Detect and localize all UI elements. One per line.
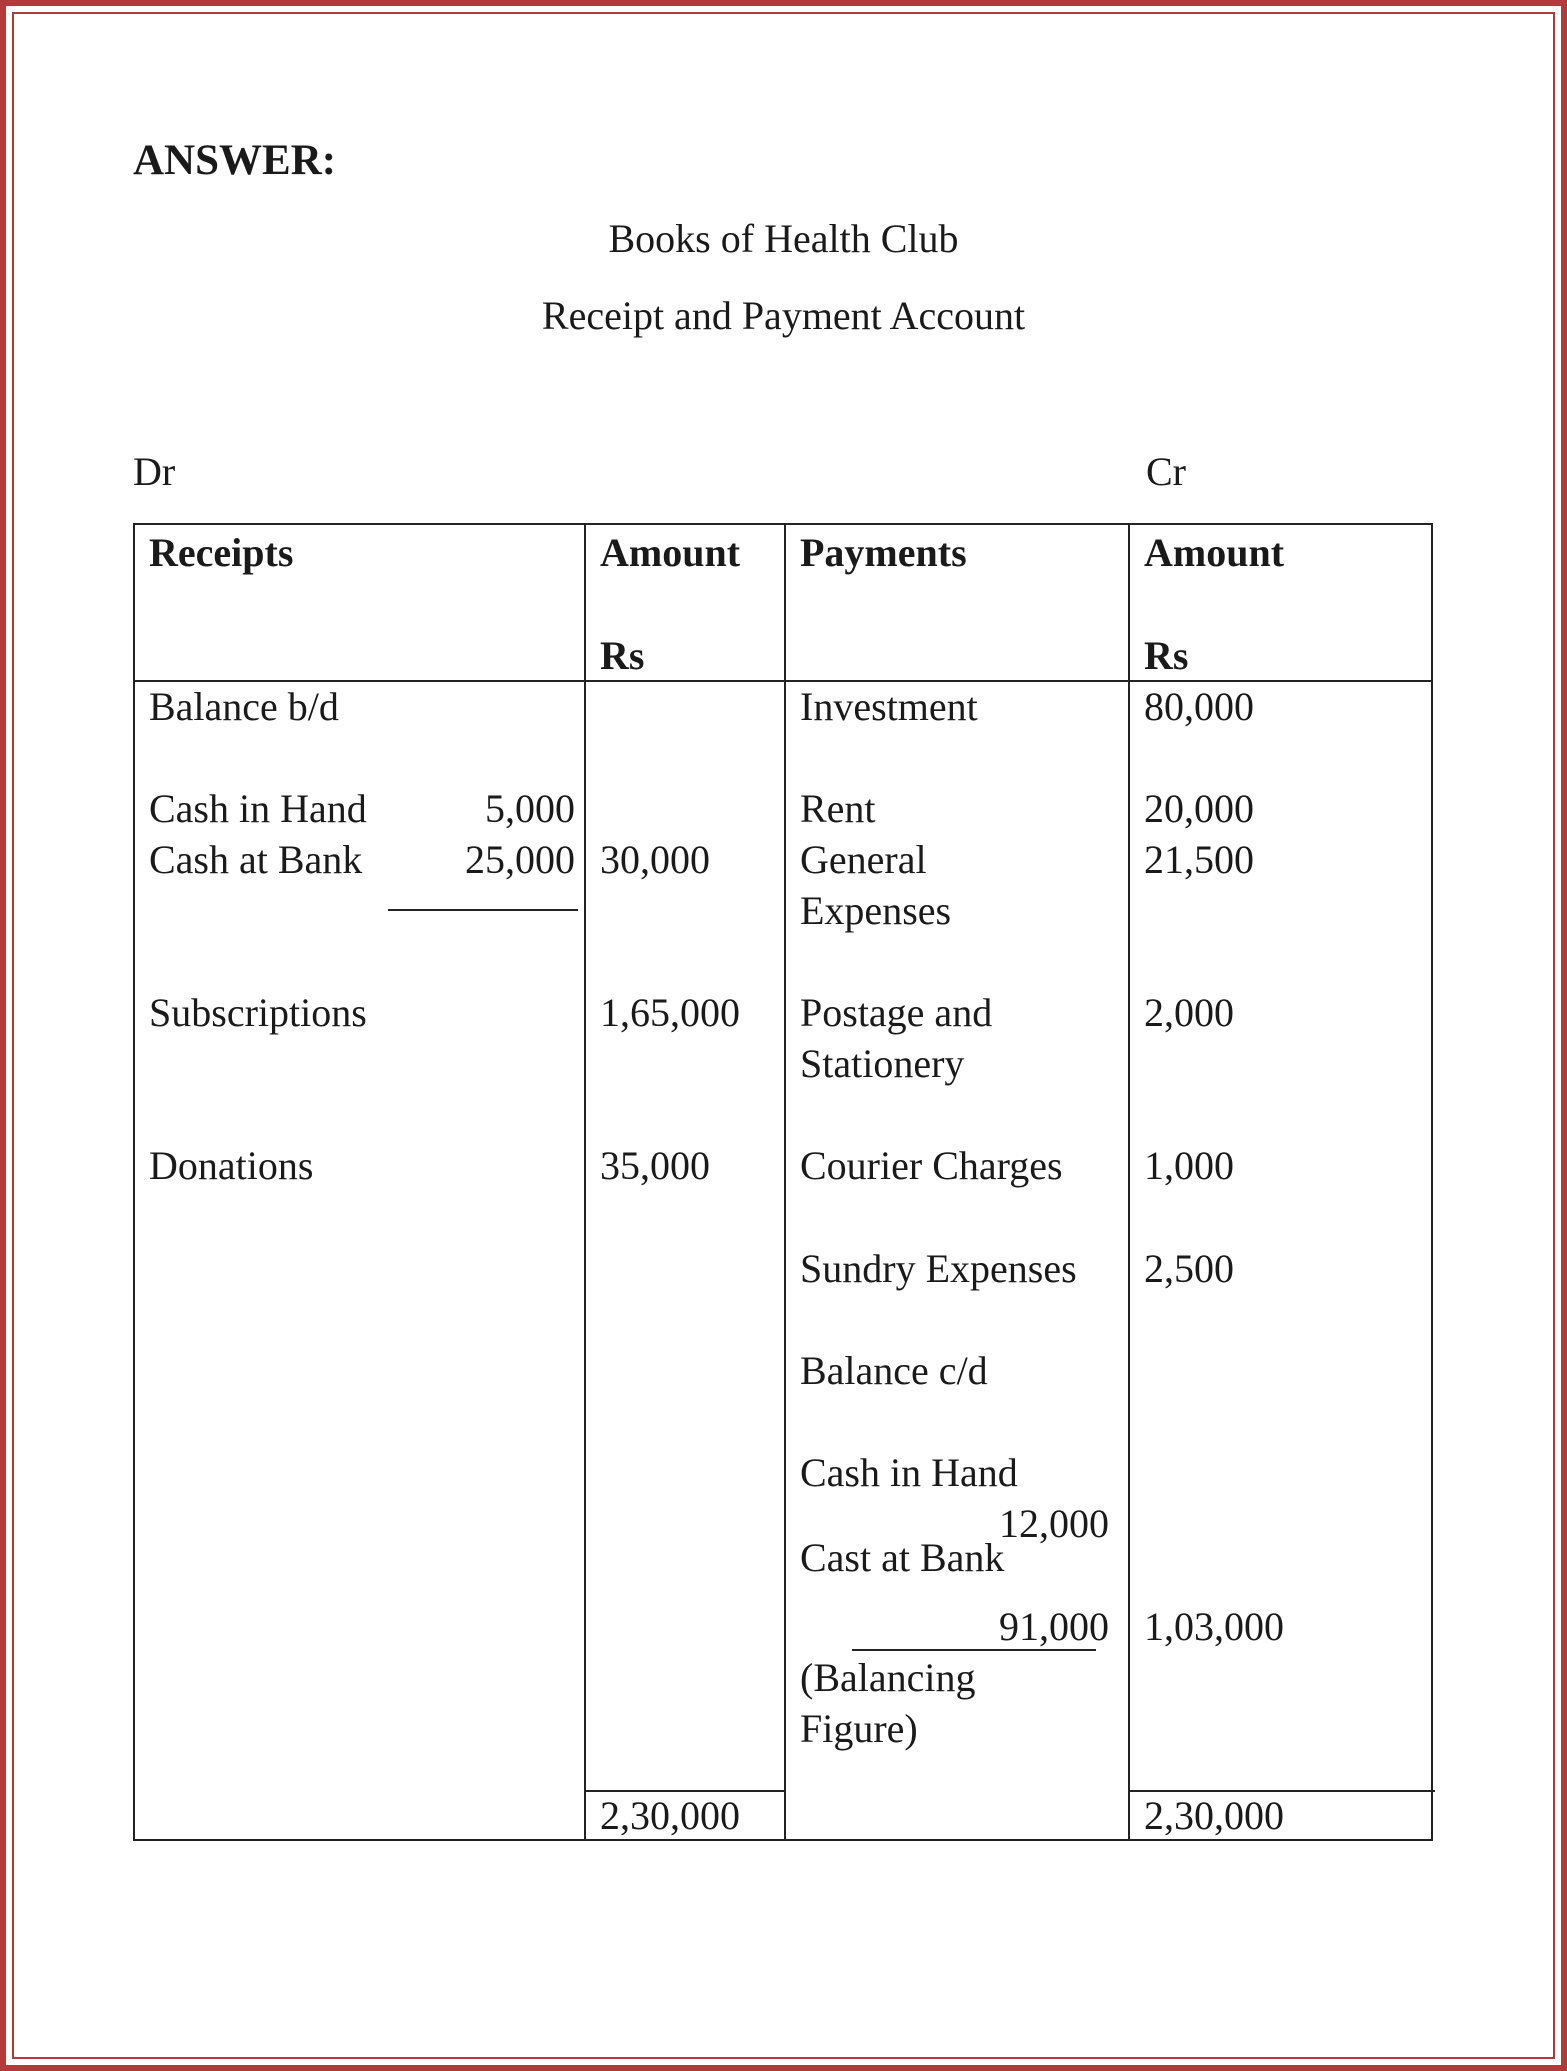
header-receipts: Receipts <box>149 530 294 575</box>
payment-postage-line2: Stationery <box>800 1041 965 1086</box>
receipt-grand-total: 2,30,000 <box>600 1793 740 1838</box>
payment-rent-value: 20,000 <box>1144 786 1254 831</box>
col-divider-2 <box>784 525 786 1839</box>
receipt-subscriptions-value: 1,65,000 <box>600 990 740 1035</box>
payment-sundry-value: 2,500 <box>1144 1246 1234 1291</box>
payment-courier-label: Courier Charges <box>800 1143 1063 1188</box>
header-currency-2: Rs <box>1144 633 1189 678</box>
receipt-cash-in-hand-value: 5,000 <box>485 786 575 831</box>
payment-postage-line1: Postage and <box>800 990 993 1035</box>
payment-investment-label: Investment <box>800 684 978 729</box>
payment-subtotal-underline <box>852 1649 1096 1651</box>
payment-closing-total: 1,03,000 <box>1144 1604 1284 1649</box>
receipt-cash-at-bank-value: 25,000 <box>465 837 575 882</box>
payment-cash-at-bank-value: 91,000 <box>999 1604 1109 1649</box>
receipt-donations-value: 35,000 <box>600 1143 710 1188</box>
header-amount-2: Amount <box>1144 530 1285 575</box>
payment-postage-value: 2,000 <box>1144 990 1234 1035</box>
payment-courier-value: 1,000 <box>1144 1143 1234 1188</box>
payment-cash-in-hand-label: Cash in Hand <box>800 1450 1018 1495</box>
receipt-opening-total: 30,000 <box>600 837 710 882</box>
receipt-cash-in-hand-label: Cash in Hand <box>149 786 367 831</box>
payment-grand-total: 2,30,000 <box>1144 1793 1284 1838</box>
receipt-cash-at-bank-label: Cash at Bank <box>149 837 363 882</box>
title-books-of: Books of Health Club <box>608 216 959 261</box>
receipt-subscriptions-label: Subscriptions <box>149 990 367 1035</box>
answer-heading: ANSWER: <box>133 137 337 184</box>
col-divider-1 <box>584 525 586 1839</box>
payment-sundry-label: Sundry Expenses <box>800 1246 1077 1291</box>
receipt-balance-bd: Balance b/d <box>149 684 339 729</box>
dr-label: Dr <box>133 449 176 494</box>
receipt-donations-label: Donations <box>149 1143 314 1188</box>
col-divider-3 <box>1128 525 1130 1839</box>
payment-general-expenses-line2: Expenses <box>800 888 952 933</box>
payment-balancing-line1: (Balancing <box>800 1655 976 1700</box>
cr-label: Cr <box>1146 449 1186 494</box>
payment-balancing-line2: Figure) <box>800 1706 918 1751</box>
ledger-table <box>133 523 1433 1841</box>
header-payments: Payments <box>800 530 967 575</box>
header-currency: Rs <box>600 633 645 678</box>
payment-general-expenses-line1: General <box>800 837 927 882</box>
payment-cash-at-bank-label: Cast at Bank <box>800 1535 1005 1580</box>
payment-investment-value: 80,000 <box>1144 684 1254 729</box>
payment-general-expenses-value: 21,500 <box>1144 837 1254 882</box>
payment-balance-cd: Balance c/d <box>800 1348 988 1393</box>
payment-cash-in-hand-value: 12,000 <box>999 1501 1109 1546</box>
receipt-subtotal-underline <box>388 909 578 911</box>
header-amount: Amount <box>600 530 741 575</box>
payment-rent-label: Rent <box>800 786 876 831</box>
title-account-name: Receipt and Payment Account <box>541 293 1026 338</box>
